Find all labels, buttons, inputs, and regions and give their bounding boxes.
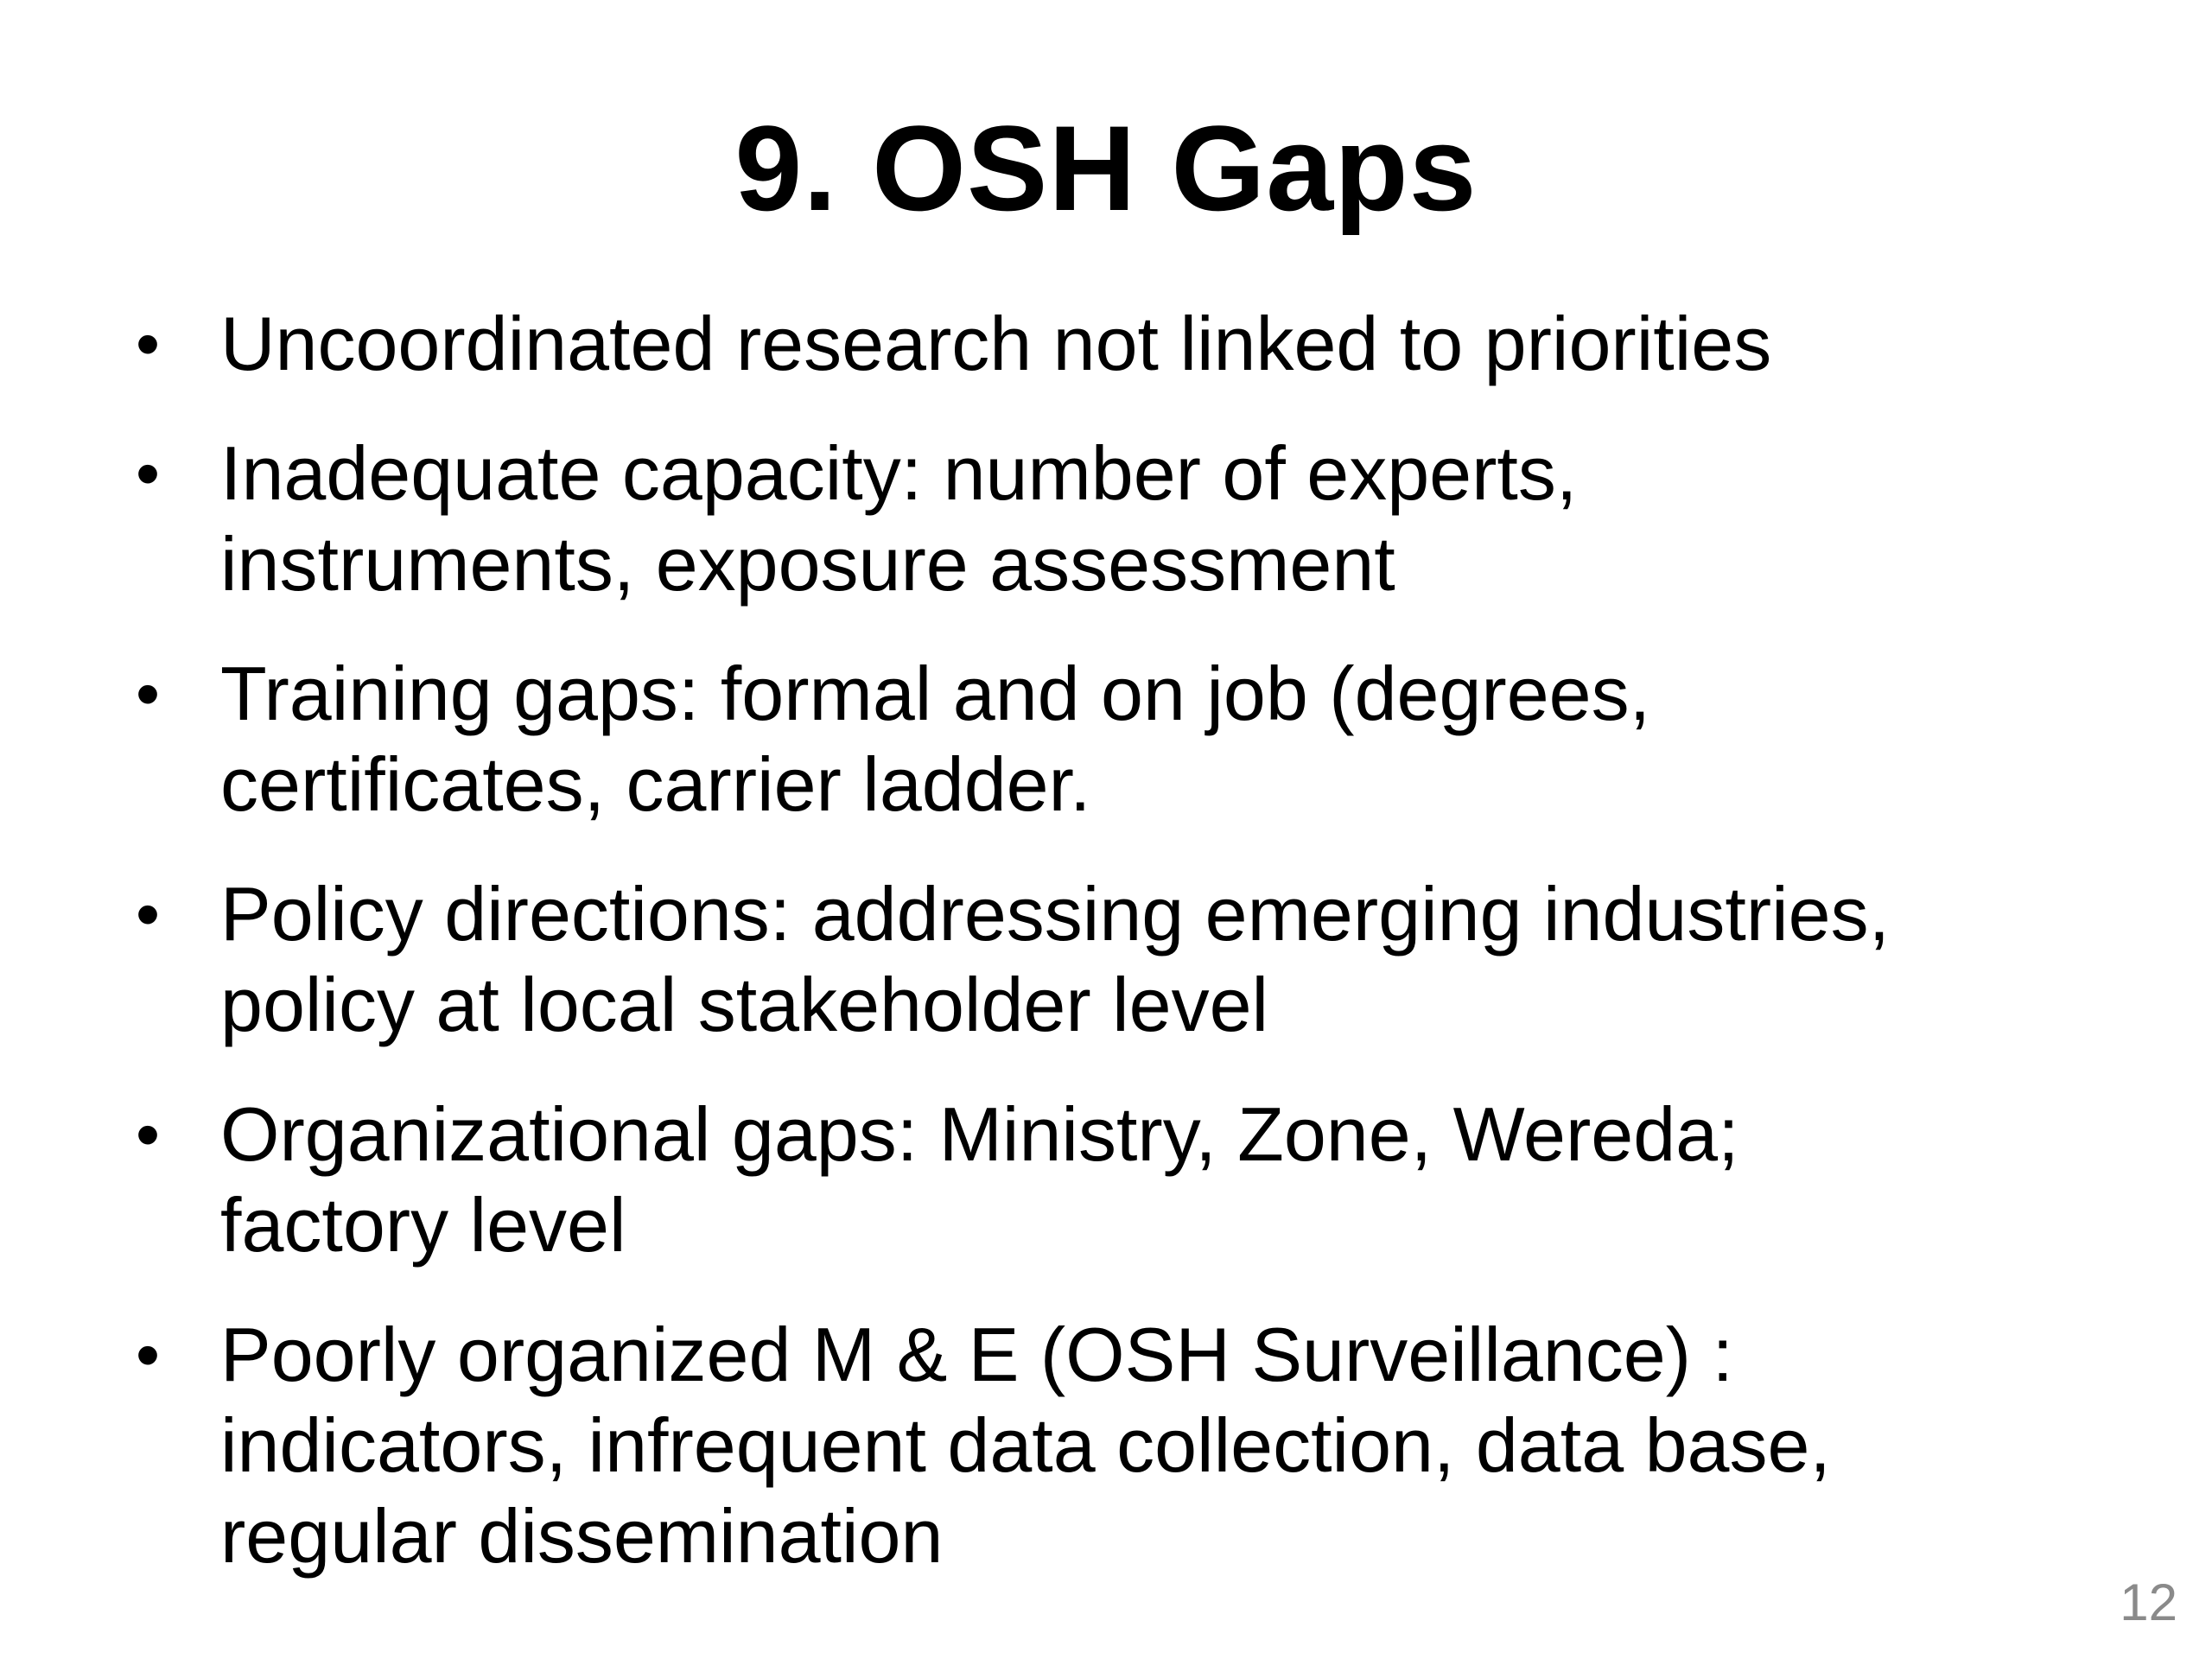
- bullet-list: [125, 298, 2113, 1620]
- bullet-text: indicators, infrequent data collection, data base,: [220, 1402, 1831, 1488]
- bullet-icon: •: [136, 1316, 161, 1393]
- bullet-text: factory level: [220, 1182, 626, 1268]
- bullet-text: policy at local stakeholder level: [220, 962, 1269, 1047]
- bullet-item-3: [125, 648, 2113, 830]
- slide-title: 9. OSH Gaps: [734, 100, 1478, 236]
- bullet-text: Policy directions: addressing emerging industries,: [220, 871, 1891, 957]
- bullet-text: Uncoordinated research not linked to priorities: [220, 301, 1772, 386]
- bullet-text: Training gaps: formal and on job (degrees,: [220, 651, 1651, 736]
- bullet-icon: •: [136, 655, 161, 732]
- bullet-item-4: [125, 868, 2113, 1050]
- bullet-text: Organizational gaps: Ministry, Zone, Wereda;: [220, 1091, 1739, 1177]
- bullet-text: certificates, carrier ladder.: [220, 741, 1091, 827]
- bullet-icon: •: [136, 1096, 161, 1173]
- bullet-text: instruments, exposure assessment: [220, 521, 1395, 607]
- bullet-item-2: [125, 428, 2113, 609]
- bullet-text: Inadequate capacity: number of experts,: [220, 430, 1578, 516]
- bullet-item-5: [125, 1089, 2113, 1270]
- bullet-icon: •: [136, 305, 161, 382]
- bullet-icon: •: [136, 875, 161, 952]
- bullet-text: regular dissemination: [220, 1493, 944, 1579]
- bullet-icon: •: [136, 435, 161, 512]
- bullet-text: Poorly organized M & E (OSH Surveillance) :: [220, 1312, 1733, 1397]
- slide-number: 12: [2120, 1573, 2177, 1631]
- bullet-item-1: [125, 298, 2113, 389]
- bullet-item-6: [125, 1309, 2113, 1581]
